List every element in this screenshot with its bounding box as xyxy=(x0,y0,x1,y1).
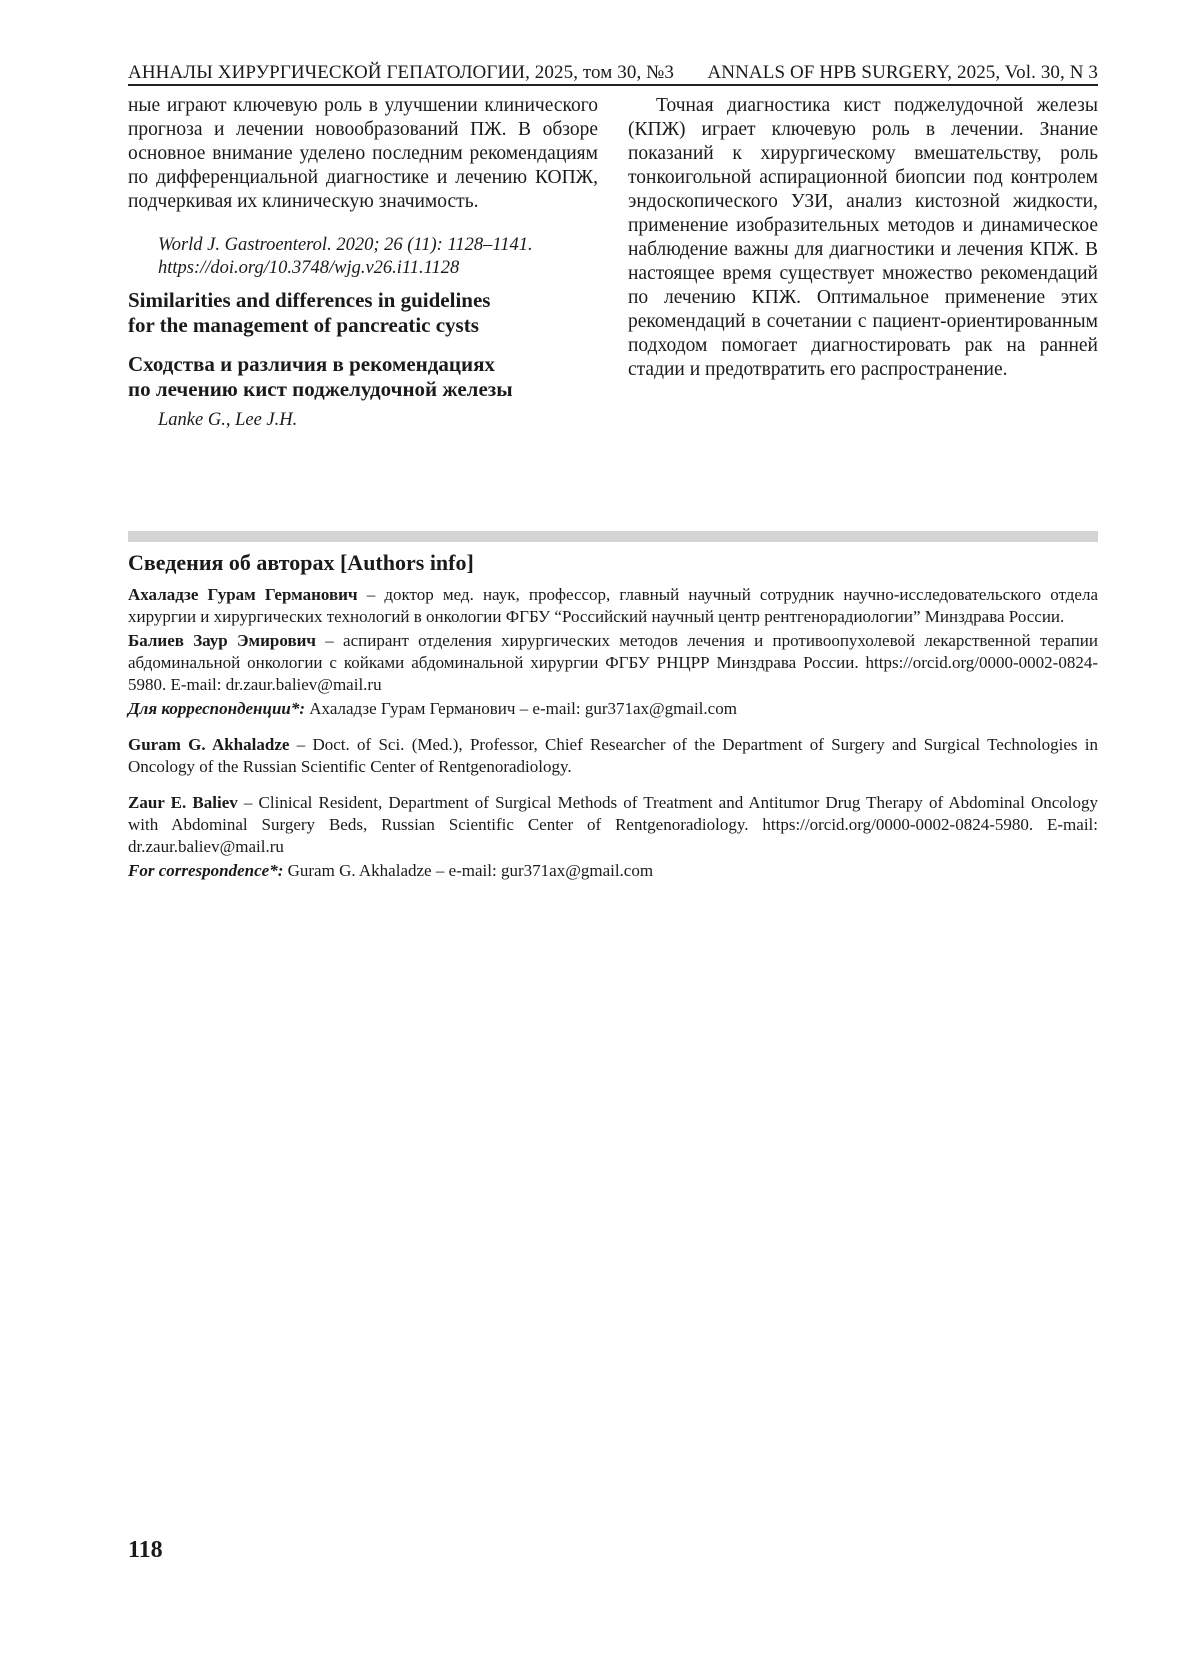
author-name: Балиев Заур Эмирович xyxy=(128,631,317,650)
author-name: Zaur E. Baliev xyxy=(128,793,238,812)
article-title-ru-line2: по лечению кист поджелудочной железы xyxy=(128,377,513,401)
running-header xyxy=(128,56,1098,84)
correspondence-details: Ахаладзе Гурам Германович – e-mail: gur371ax@gmail.com xyxy=(305,699,737,718)
section-divider xyxy=(128,531,1098,542)
author-entry-ru-1 xyxy=(128,584,1098,628)
correspondence-ru xyxy=(128,698,1098,720)
author-name: Ахаладзе Гурам Германович xyxy=(128,585,358,604)
left-paragraph: ные играют ключевую роль в улучшении клинического прогноза и лечении новообразований ПЖ. В обзоре основное внимание уделено последним рекомендациям по дифференциальной диагностике и лечению КОПЖ, подчеркивая их клиническую значимость. xyxy=(128,95,598,212)
author-details: – аспирант отделения хирургических методов лечения и противоопухолевой лекарственной терапии абдоминальной онкологии с койками абдоминальной хирургии ФГБУ РНЦРР Минздрава России. https://orcid.org/0000-0002-0824-5980. E-mail: dr.zaur.baliev@mail.ru xyxy=(128,631,1098,694)
left-column xyxy=(128,94,598,432)
author-entry-en-1 xyxy=(128,734,1098,778)
correspondence-label: Для корреспонденции*: xyxy=(128,699,306,718)
header-divider xyxy=(128,84,1098,86)
article-title-ru-line1: Сходства и различия в рекомендациях xyxy=(128,352,495,376)
author-entry-en-2 xyxy=(128,792,1098,858)
citation-doi[interactable]: https://doi.org/10.3748/wjg.v26.i11.1128 xyxy=(158,258,460,278)
right-paragraph: Точная диагностика кист поджелудочной железы (КПЖ) играет ключевую роль в лечении. Знание показаний к хирургическому вмешательству, роль тонкоигольной аспирационной биопсии под контролем эндоскопического УЗИ, анализ кистозной жидкости, применение изобразительных методов и динамическое наблюдение важны для диагностики и лечения КПЖ. В настоящее время существует множество рекомендаций по лечению КПЖ. Оптимальное применение этих рекомендаций в сочетании с пациент-ориентированным подходом помогает диагностировать рак на ранней стадии и предотвратить его распространение. xyxy=(628,95,1098,380)
correspondence-en xyxy=(128,860,1098,882)
header-journal-ru: АННАЛЫ ХИРУРГИЧЕСКОЙ ГЕПАТОЛОГИИ, 2025, том 30, №3 xyxy=(128,62,674,83)
article-title-en-line1: Similarities and differences in guidelines xyxy=(128,288,491,312)
article-authors: Lanke G., Lee J.H. xyxy=(158,410,298,430)
article-title-en xyxy=(128,288,598,338)
author-name: Guram G. Akhaladze xyxy=(128,735,290,754)
correspondence-label: For correspondence*: xyxy=(128,861,284,880)
page-number: 118 xyxy=(128,1537,163,1563)
citation-source: World J. Gastroenterol. 2020; 26 (11): 1128–1141. xyxy=(158,235,533,255)
journal-page xyxy=(128,0,1098,1656)
header-journal-en: ANNALS OF HPB SURGERY, 2025, Vol. 30, N 3 xyxy=(707,62,1098,83)
authors-info-title: Сведения об авторах [Authors info] xyxy=(128,550,474,575)
author-entry-ru-2 xyxy=(128,630,1098,696)
authors-info-section xyxy=(128,548,1098,882)
right-column xyxy=(628,94,1098,382)
correspondence-details: Guram G. Akhaladze – e-mail: gur371ax@gmail.com xyxy=(283,861,654,880)
article-title-ru xyxy=(128,352,598,402)
author-details: – Clinical Resident, Department of Surgical Methods of Treatment and Antitumor Drug Therapy of Abdominal Oncology with Abdominal Surgery Beds, Russian Scientific Center of Rentgenoradiology. https://orcid.org/0000-0002-0824-5980. E-mail: dr.zaur.baliev@mail.ru xyxy=(128,793,1098,856)
author-details: – доктор мед. наук, профессор, главный научный сотрудник научно-исследовательского отдела хирургии и хирургических технологий в онкологии ФГБУ “Российский научный центр рентгенорадиологии” Минздрава России. xyxy=(128,585,1098,626)
author-details: – Doct. of Sci. (Med.), Professor, Chief Researcher of the Department of Surgery and Surgical Technologies in Oncology of the Russian Scientific Center of Rentgenoradiology. xyxy=(128,735,1099,776)
article-title-en-line2: for the management of pancreatic cysts xyxy=(128,313,479,337)
citation xyxy=(158,234,598,280)
